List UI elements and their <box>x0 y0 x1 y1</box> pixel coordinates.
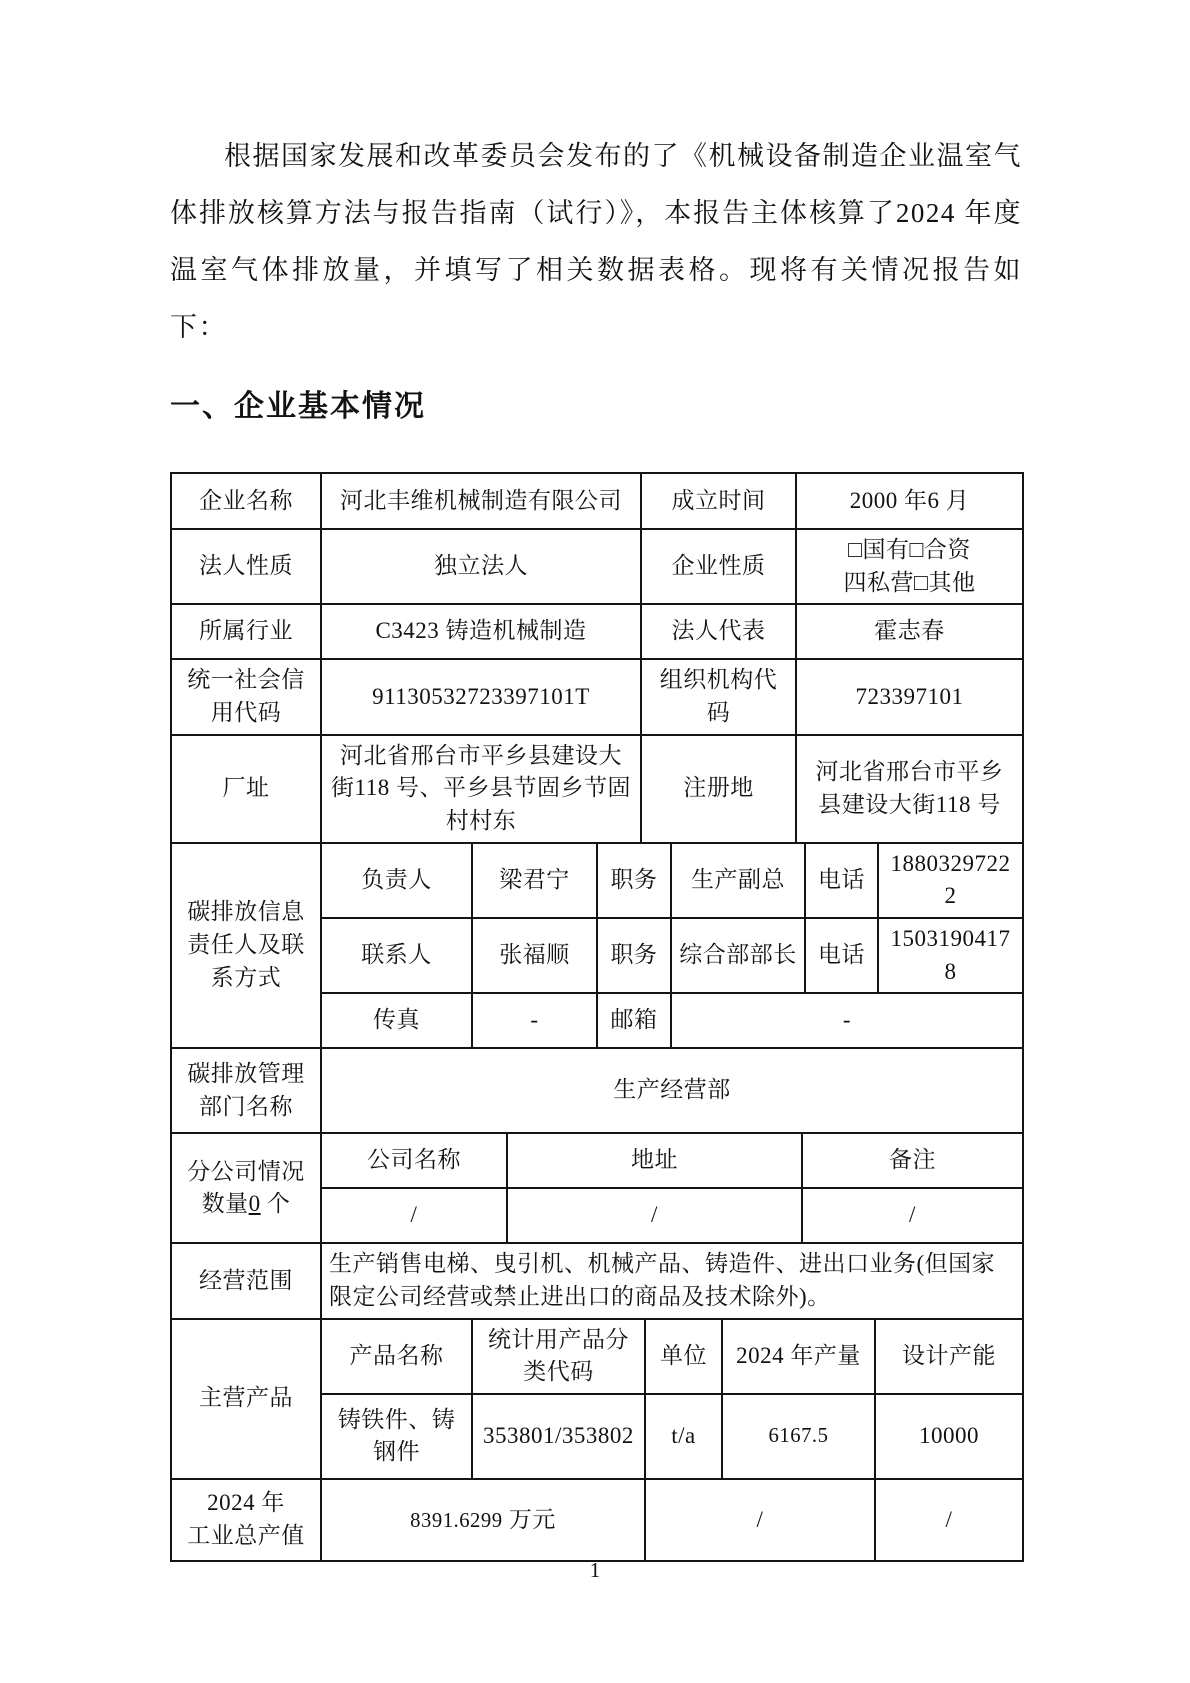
carbon-dept-band <box>170 1047 1024 1134</box>
page-number: 1 <box>589 1558 601 1582</box>
factory-address-label: 厂址 <box>171 735 321 843</box>
product-name-header: 产品名称 <box>321 1319 472 1394</box>
enterprise-nature-options-line2: 四私营□其他 <box>843 569 976 595</box>
contact-phone-value: 15031904178 <box>878 918 1023 993</box>
legal-person-nature-label: 法人性质 <box>171 529 321 604</box>
company-name-value: 河北丰维机械制造有限公司 <box>321 473 641 529</box>
table-row <box>171 843 1023 918</box>
industrial-output-value <box>321 1479 645 1561</box>
credit-code-value: 91130532723397101T <box>321 659 641 734</box>
product-unit-value: t/a <box>645 1394 722 1479</box>
industry-label: 所属行业 <box>171 604 321 659</box>
fax-value: - <box>472 993 597 1048</box>
registered-address-label: 注册地 <box>641 735 796 843</box>
intro-paragraph: 根据国家发展和改革委员会发布的了《机械设备制造企业温室气体排放核算方法与报告指南（试行）》，本报告主体核算了2024 年度温室气体排放量，并填写了相关数据表格。现将有关情况报告如下： <box>170 141 1022 342</box>
contact-title-label: 职务 <box>597 918 671 993</box>
product-capacity-header: 设计产能 <box>875 1319 1023 1394</box>
carbon-dept-label: 碳排放管理部门名称 <box>171 1048 321 1133</box>
table-row <box>171 473 1023 529</box>
carbon-dept-value: 生产经营部 <box>321 1048 1023 1133</box>
legal-representative-label: 法人代表 <box>641 604 796 659</box>
legal-person-nature-value: 独立法人 <box>321 529 641 604</box>
carbon-contact-band <box>170 842 1024 1050</box>
responsible-person-label: 负责人 <box>321 843 472 918</box>
branch-note-header: 备注 <box>802 1133 1023 1188</box>
fax-label: 传真 <box>321 993 472 1048</box>
contact-person-label: 联系人 <box>321 918 472 993</box>
business-scope-value: 生产销售电梯、曳引机、机械产品、铸造件、进出口业务(但国家限定公司经营或禁止进出口的商品及技术除外)。 <box>321 1243 1023 1318</box>
branches-label-prefix: 分公司情况数量 <box>187 1158 305 1217</box>
branches-band <box>170 1132 1024 1244</box>
product-code-value: 353801/353802 <box>472 1394 645 1479</box>
org-code-value: 723397101 <box>796 659 1023 734</box>
products-band <box>170 1318 1024 1562</box>
table-row <box>171 529 1023 604</box>
product-output-value: 6167.5 <box>722 1394 875 1479</box>
responsible-person-value: 梁君宁 <box>472 843 597 918</box>
responsible-title-value: 生产副总 <box>671 843 805 918</box>
responsible-phone-value: 18803297222 <box>878 843 1023 918</box>
branch-name-header: 公司名称 <box>321 1133 507 1188</box>
branch-name-value: / <box>321 1188 507 1243</box>
registered-address-value: 河北省邢台市平乡县建设大街118 号 <box>796 735 1023 843</box>
branch-address-value: / <box>507 1188 802 1243</box>
branch-note-value: / <box>802 1188 1023 1243</box>
company-name-label: 企业名称 <box>171 473 321 529</box>
contact-phone-label: 电话 <box>805 918 878 993</box>
industrial-output-amount: 8391.6299 <box>410 1509 503 1532</box>
email-label: 邮箱 <box>597 993 671 1048</box>
credit-code-label: 统一社会信用代码 <box>171 659 321 734</box>
responsible-phone-label: 电话 <box>805 843 878 918</box>
table-row <box>171 604 1023 659</box>
basic-info-band <box>170 472 1024 844</box>
industrial-output-label-line1: 2024 年 <box>207 1490 285 1516</box>
industrial-output-slash-2: / <box>875 1479 1023 1561</box>
factory-address-value: 河北省邢台市平乡县建设大街118 号、平乡县节固乡节固村村东 <box>321 735 641 843</box>
enterprise-nature-label: 企业性质 <box>641 529 796 604</box>
table-row <box>171 1133 1023 1188</box>
product-capacity-value: 10000 <box>875 1394 1023 1479</box>
carbon-contact-label: 碳排放信息责任人及联系方式 <box>171 843 321 1049</box>
founding-date-label: 成立时间 <box>641 473 796 529</box>
enterprise-nature-value <box>796 529 1023 604</box>
section-title: 一、企业基本情况 <box>170 390 426 423</box>
business-scope-label: 经营范围 <box>171 1243 321 1318</box>
product-output-header: 2024 年产量 <box>722 1319 875 1394</box>
table-row <box>171 1048 1023 1133</box>
company-info-table <box>170 472 1022 1562</box>
table-row <box>171 735 1023 843</box>
business-scope-band <box>170 1242 1024 1319</box>
main-products-label: 主营产品 <box>171 1319 321 1479</box>
contact-person-value: 张福顺 <box>472 918 597 993</box>
product-code-header: 统计用产品分类代码 <box>472 1319 645 1394</box>
table-row <box>171 659 1023 734</box>
branch-address-header: 地址 <box>507 1133 802 1188</box>
product-name-value: 铸铁件、铸钢件 <box>321 1394 472 1479</box>
enterprise-nature-options-line1: □国有□合资 <box>848 537 971 562</box>
founding-date-value: 2000 年6 月 <box>796 473 1023 529</box>
branches-count: 0 <box>248 1191 261 1217</box>
org-code-label: 组织机构代码 <box>641 659 796 734</box>
industrial-output-label-line2: 工业总产值 <box>187 1522 305 1548</box>
table-row <box>171 1319 1023 1394</box>
industrial-output-label <box>171 1479 321 1561</box>
industrial-output-unit: 万元 <box>508 1506 556 1532</box>
industrial-output-slash-1: / <box>645 1479 875 1561</box>
branches-label-suffix: 个 <box>266 1191 291 1217</box>
legal-representative-value: 霍志春 <box>796 604 1023 659</box>
table-row <box>171 1243 1023 1318</box>
responsible-title-label: 职务 <box>597 843 671 918</box>
table-row <box>171 1479 1023 1561</box>
product-unit-header: 单位 <box>645 1319 722 1394</box>
branches-label <box>171 1133 321 1243</box>
industry-value: C3423 铸造机械制造 <box>321 604 641 659</box>
contact-title-value: 综合部部长 <box>671 918 805 993</box>
email-value: - <box>671 993 1023 1048</box>
